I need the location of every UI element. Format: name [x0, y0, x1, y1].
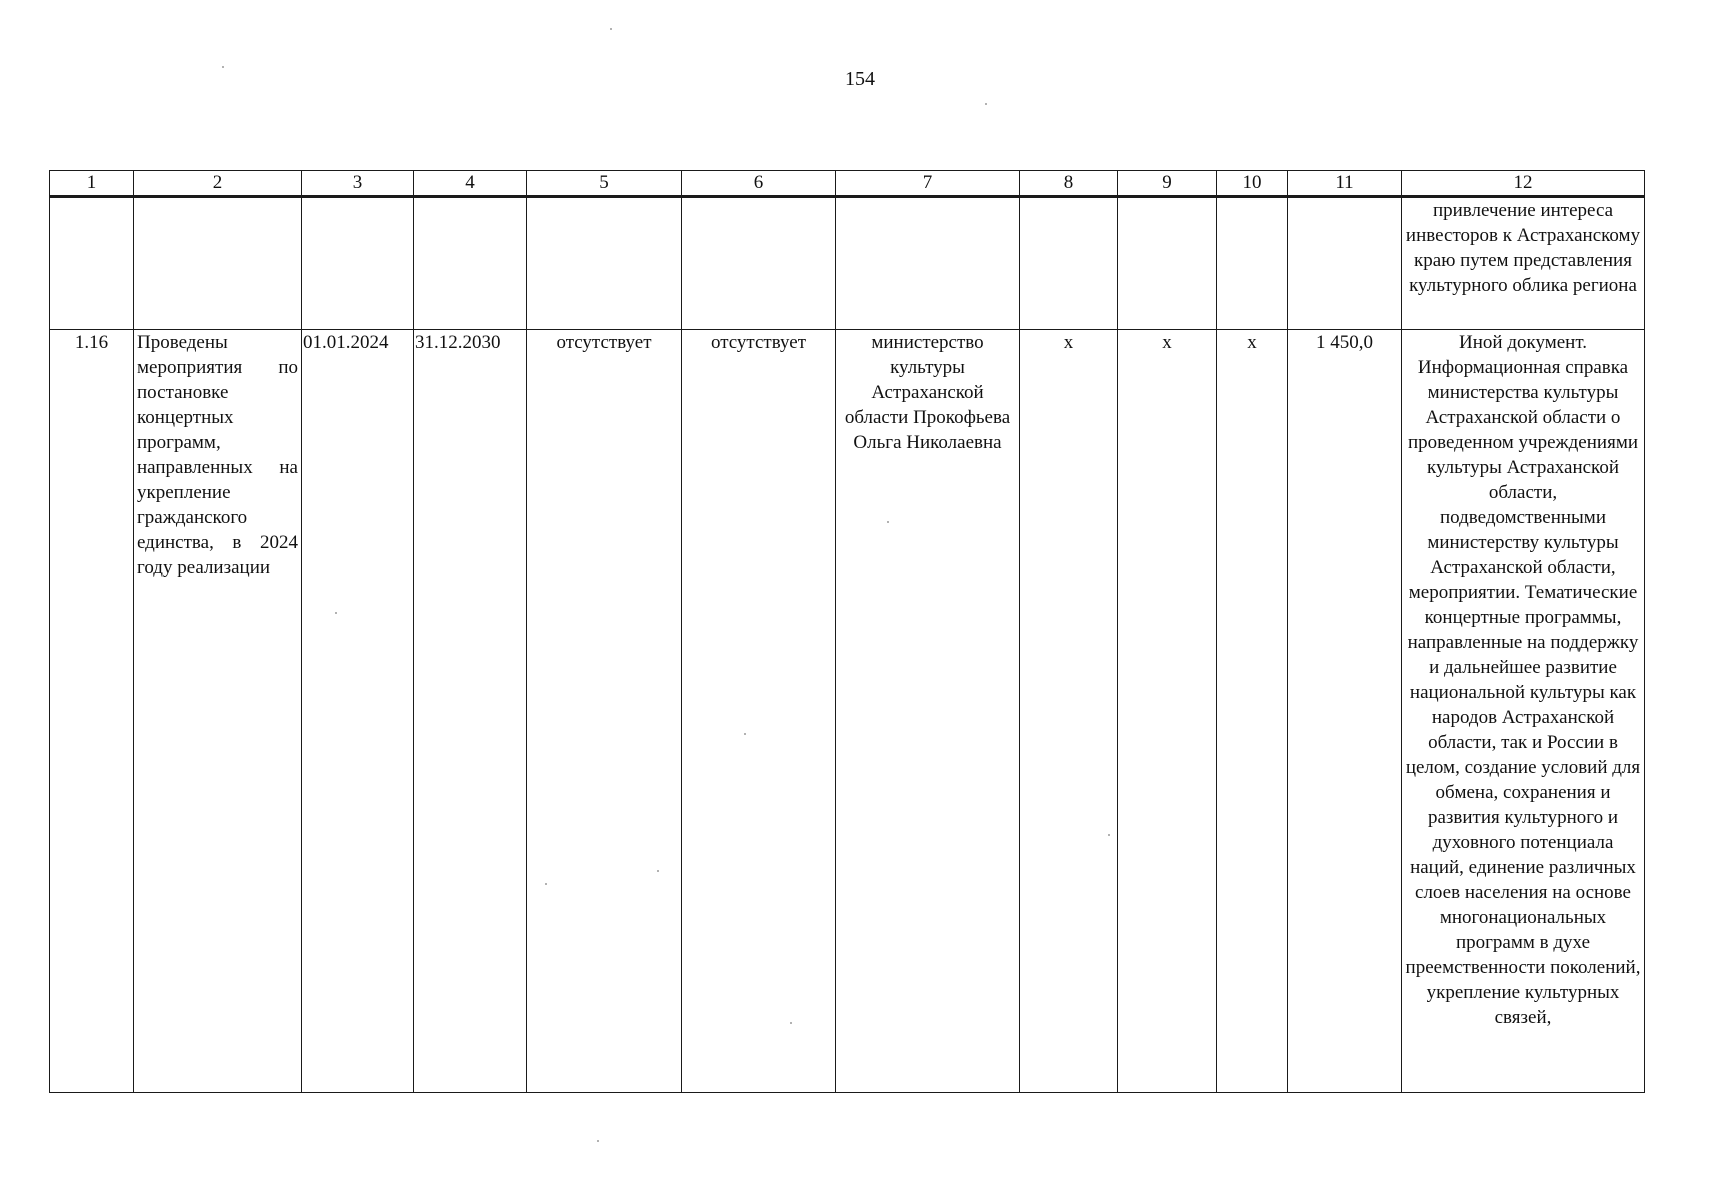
cell-empty — [836, 197, 1020, 330]
scan-speck — [744, 733, 746, 735]
scan-speck — [335, 612, 337, 614]
header-col-1: 1 — [50, 171, 134, 197]
header-col-7: 7 — [836, 171, 1020, 197]
cell-empty — [1217, 197, 1288, 330]
scan-speck — [610, 28, 612, 30]
table-row — [50, 330, 1645, 1093]
scan-speck — [790, 1022, 792, 1024]
header-col-6: 6 — [682, 171, 836, 197]
header-col-10: 10 — [1217, 171, 1288, 197]
cell-row-number: 1.16 — [50, 330, 134, 1093]
cell-empty — [527, 197, 682, 330]
cell-amount: 1 450,0 — [1288, 330, 1402, 1093]
cell-col9: x — [1118, 330, 1217, 1093]
header-col-9: 9 — [1118, 171, 1217, 197]
cell-empty — [1020, 197, 1118, 330]
scan-speck — [887, 521, 889, 523]
scan-speck — [985, 103, 987, 105]
cell-empty — [682, 197, 836, 330]
scan-speck — [545, 883, 547, 885]
header-col-12: 12 — [1402, 171, 1645, 197]
page-number: 154 — [845, 68, 875, 90]
cell-empty — [1118, 197, 1217, 330]
cell-end-date: 31.12.2030 — [414, 330, 527, 1093]
cell-start-date: 01.01.2024 — [302, 330, 414, 1093]
scan-speck — [597, 1140, 599, 1142]
cell-empty — [1288, 197, 1402, 330]
scan-speck — [657, 870, 659, 872]
data-table — [49, 170, 1645, 1093]
header-col-4: 4 — [414, 171, 527, 197]
header-col-3: 3 — [302, 171, 414, 197]
cell-col6: отсутствует — [682, 330, 836, 1093]
cell-empty — [50, 197, 134, 330]
cell-continued-document-text: привлечение интереса инвесторов к Астраханскому краю путем представления культурного облика региона — [1402, 197, 1645, 330]
cell-col10: x — [1217, 330, 1288, 1093]
scan-speck — [1108, 834, 1110, 836]
header-col-2: 2 — [134, 171, 302, 197]
header-col-5: 5 — [527, 171, 682, 197]
cell-description: Проведены мероприятия по постановке концертных программ, направленных на укрепление гражданского единства, в 2024 году реализации — [134, 330, 302, 1093]
cell-empty — [414, 197, 527, 330]
header-row — [50, 171, 1645, 197]
cell-col5: отсутствует — [527, 330, 682, 1093]
header-col-8: 8 — [1020, 171, 1118, 197]
cell-responsible: министерство культуры Астраханской области Прокофьева Ольга Николаевна — [836, 330, 1020, 1093]
table-row-continued — [50, 197, 1645, 330]
cell-col8: x — [1020, 330, 1118, 1093]
cell-empty — [134, 197, 302, 330]
cell-empty — [302, 197, 414, 330]
scan-speck — [222, 66, 224, 68]
header-col-11: 11 — [1288, 171, 1402, 197]
cell-document: Иной документ. Информационная справка министерства культуры Астраханской области о проведенном учреждениями культуры Астраханской области, подведомственными министерству культуры Астраханской области, мероприятии. Тематические концертные программы, направленные на поддержку и дальнейшее развитие национальной культуры как народов Астраханской области, так и России в целом, создание условий для обмена, сохранения и развития культурного и духовного потенциала наций, единение различных слоев населения на основе многонациональных программ в духе преемственности поколений, укрепление культурных связей, — [1402, 330, 1645, 1093]
